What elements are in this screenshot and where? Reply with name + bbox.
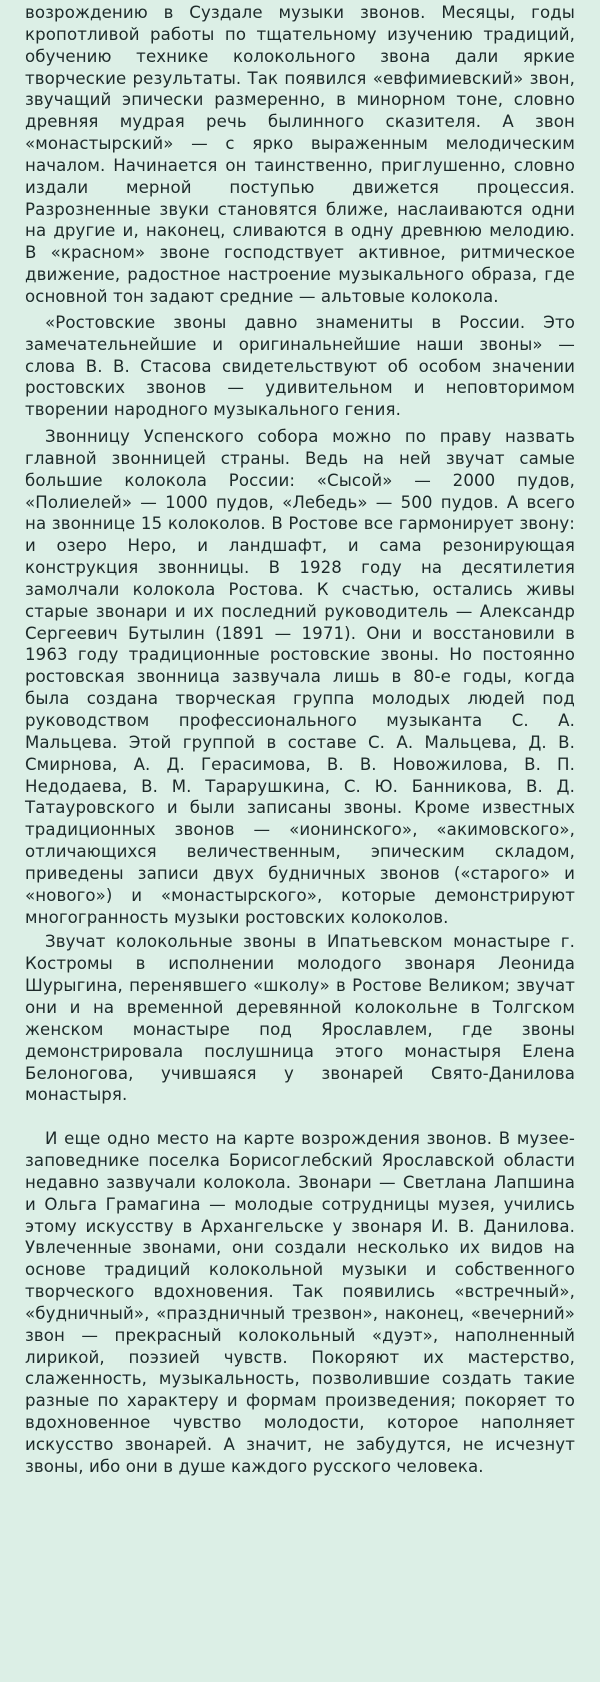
paragraph-rostov-belfry: Звонницу Успенского собора можно по праву назвать главной звонницей страны. Ведь на ней звучат самые большие колокола России: «Сысой» — 2000 пудов, «Полиелей» — 1000 пудов, «Лебедь» — 500 пудов. А всего на звоннице 15 колоколов. В Ростове все гармонирует звону: и озеро Неро, и ландшафт, и сама резонирующая конструкция звонницы. В 1928 году на десятилетия замолчали колокола Ростова. К счастью, остались живы старые звонари и их последний руководитель — Александр Сергеевич Бутылин (1891 — 1971). Они и восстановили в 1963 году традиционные ростовские звоны. Но постоянно ростовская звонница зазвучала лишь в 80-е годы, когда была создана творческая группа молодых людей под руководством профессионального музыканта С. А. Мальцева. Этой группой в составе С. А. Мальцева, Д. В. Смирнова, А. Д. Герасимова, В. В. Новожилова, В. П. Недодаева, В. М. Тарарушкина, С. Ю. Банникова, В. Д. Татауровского и были записаны звоны. Кроме известных традиционных звонов — «ионинского», «акимовского», отличающихся величественным, эпическим складом, приведены записи двух будничных звонов («старого» и «нового») и «монастырского», которые демонстрируют многогранность музыки ростовских колоколов. — [25, 427, 575, 927]
paragraph-suzdal-bells: возрождению в Суздале музыки звонов. Месяцы, годы кропотливой работы по тщательному изучению традиций, обучению технике колокольного звона дали яркие творческие результаты. Так появился «евфимиевский» звон, звучащий эпически размеренно, в минорном тоне, словно древняя мудрая речь былинного сказителя. А звон «монастырский» — с ярко выраженным мелодическим началом. Начинается он таинственно, приглушенно, словно издали мерной поступью движется процессия. Разрозненные звуки становятся ближе, наслаиваются одни на другие и, наконец, сливаются в одну древнюю мелодию. В «красном» звоне господствует активное, ритмическое движение, радостное настроение музыкального образа, где основной тон задают средние — альтовые колокола. — [25, 3, 575, 306]
text-column — [25, 2, 575, 1478]
paragraph-stasov-quote: «Ростовские звоны давно знамениты в России. Это замечательнейшие и оригинальнейшие наши звоны» — слова В. В. Стасова свидетельствуют об особом значении ростовских звонов — удивительном и неповторимом творении народного музыкального гения. — [25, 312, 575, 420]
paragraph-kostroma-yaroslavl: Звучат колокольные звоны в Ипатьевском монастыре г. Костромы в исполнении молодого звонаря Леонида Шурыгина, перенявшего «школу» в Ростове Великом; звучат они и на временной деревянной колокольне в Толгском женском монастыре под Ярославлем, где звоны демонстрировала послушница этого монастыря Елена Белоногова, учившаяся у звонарей Свято-Данилова монастыря. — [25, 932, 575, 1105]
paragraph-borisoglebsky-museum: И еще одно место на карте возрождения звонов. В музее-заповеднике поселка Борисоглебский Ярославской области недавно зазвучали колокола. Звонари — Светлана Лапшина и Ольга Грамагина — молодые сотрудницы музея, учились этому искусству в Архангельске у звонаря И. В. Данилова. Увлеченные звонами, они создали несколько их видов на основе традиций колокольной музыки и собственного творческого вдохновения. Так появились «встречный», «будничный», «праздничный трезвон», наконец, «вечерний» звон — прекрасный колокольный «дуэт», наполненный лирикой, поэзией чувств. Покоряют их мастерство, слаженность, музыкальность, позволившие создать такие разные по характеру и формам произведения; покоряет то вдохновенное чувство молодости, которое наполняет искусство звонарей. А значит, не забудутся, не исчезнут звоны, ибо они в душе каждого русского человека. — [25, 1129, 575, 1476]
